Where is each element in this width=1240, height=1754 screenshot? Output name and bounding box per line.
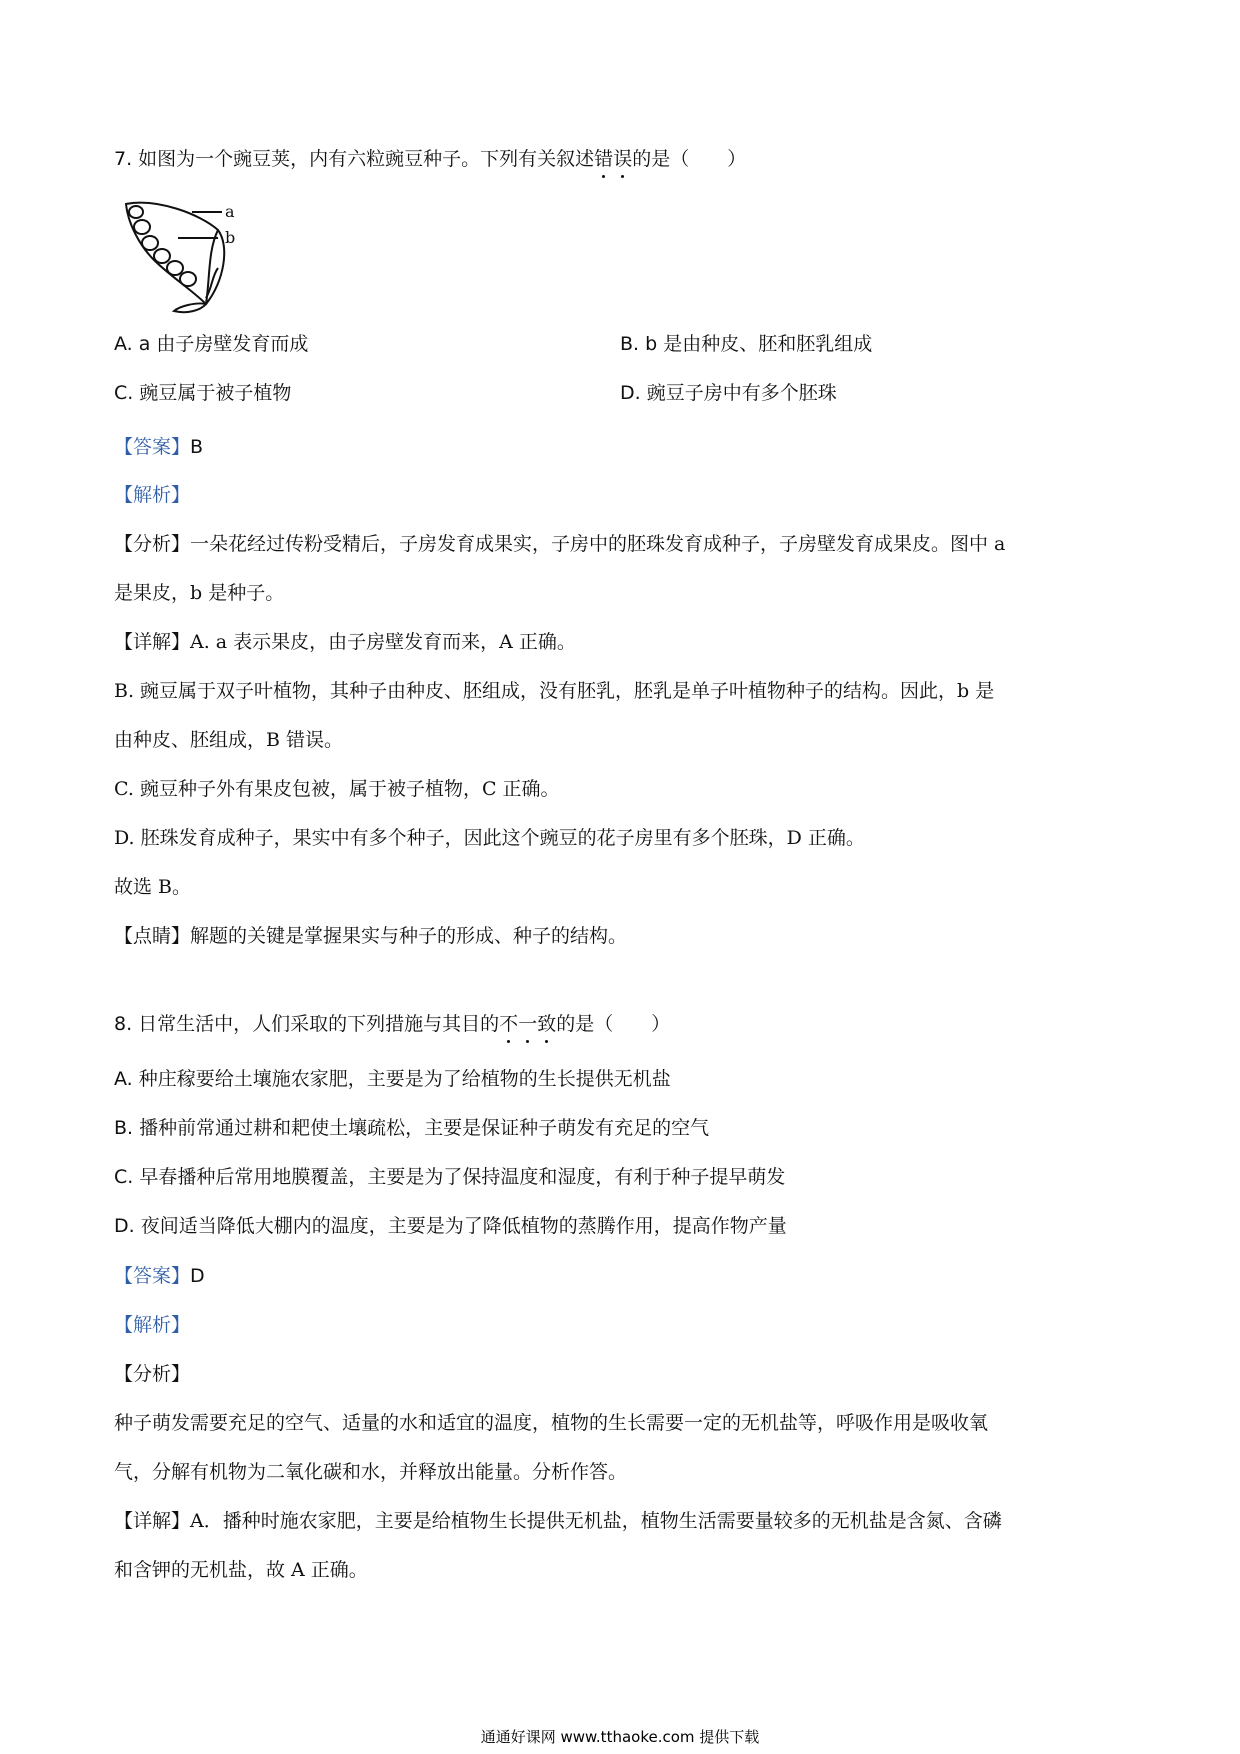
q8-choice-c: C. 早春播种后常用地膜覆盖，主要是为了保持温度和湿度，有利于种子提早萌发 (114, 1166, 786, 1188)
q7-answer (114, 434, 203, 460)
q7-fenxi-2: 是果皮，b 是种子。 (114, 582, 285, 604)
q8-fenxi-1: 种子萌发需要充足的空气、适量的水和适宜的温度，植物的生长需要一定的无机盐等，呼吸作用是吸收氧 (114, 1412, 989, 1434)
pea-pod-figure (122, 198, 257, 316)
q8-choice-b: B. 播种前常通过耕和耙使土壤疏松，主要是保证种子萌发有充足的空气 (114, 1117, 710, 1139)
q8-stem-emph-3: 致 (537, 1013, 556, 1035)
q8-stem-emph-2: 一 (518, 1013, 537, 1035)
q7-stem-prefix: 7. 如图为一个豌豆荚，内有六粒豌豆种子。下列有关叙述 (114, 148, 595, 170)
q8-detail-1: 【详解】A．播种时施农家肥，主要是给植物生长提供无机盐，植物生活需要量较多的无机盐是含氮、含磷 (114, 1510, 1002, 1532)
q7-stem-suffix: 的是（ ） (632, 148, 747, 170)
q7-stem-emph-2: 误 (613, 148, 632, 170)
q7-stem (114, 146, 746, 172)
q8-detail-2: 和含钾的无机盐，故 A 正确。 (114, 1559, 368, 1581)
q7-detail-6: 故选 B。 (114, 876, 192, 898)
q8-fenxi-2: 气，分解有机物为二氧化碳和水，并释放出能量。分析作答。 (114, 1461, 628, 1483)
q7-answer-value: B (190, 436, 204, 458)
pea-seed-5 (167, 261, 183, 275)
pea-seed-4 (154, 249, 170, 263)
q8-stem-suffix: 的是（ ） (556, 1013, 671, 1035)
q8-stem (114, 1011, 670, 1037)
q7-detail-1: 【详解】A. a 表示果皮，由子房壁发育而来，A 正确。 (114, 631, 576, 653)
figure-label-a: a (225, 202, 235, 221)
pea-seed-2 (134, 220, 150, 234)
q8-answer-tag: 【答案】 (114, 1265, 191, 1287)
q7-answer-tag: 【答案】 (114, 436, 191, 458)
q8-choice-a: A. 种庄稼要给土壤施农家肥，主要是为了给植物的生长提供无机盐 (114, 1068, 671, 1090)
pea-calyx (174, 303, 206, 312)
q7-choice-d: D. 豌豆子房中有多个胚珠 (620, 382, 837, 404)
pea-seed-1 (129, 206, 143, 218)
page-footer: 通通好课网 www.tthaoke.com 提供下载 (480, 1728, 760, 1746)
q8-analysis-tag: 【解析】 (114, 1314, 191, 1336)
q7-analysis-tag: 【解析】 (114, 484, 191, 506)
q7-fenxi-1: 【分析】一朵花经过传粉受精后，子房发育成果实，子房中的胚珠发育成种子，子房壁发育成果皮。图中 a (114, 533, 1006, 555)
figure-label-b: b (225, 228, 236, 247)
q7-stem-emph-1: 错 (594, 148, 613, 170)
pea-seed-6 (180, 272, 196, 286)
q8-answer (114, 1263, 205, 1289)
q7-dianjing: 【点睛】解题的关键是掌握果实与种子的形成、种子的结构。 (114, 925, 628, 947)
q8-stem-prefix: 8. 日常生活中，人们采取的下列措施与其目的 (114, 1013, 500, 1035)
q7-choice-b: B. b 是由种皮、胚和胚乳组成 (620, 333, 873, 355)
pea-seed-3 (142, 236, 158, 250)
q8-answer-value: D (190, 1265, 205, 1287)
q7-choice-c: C. 豌豆属于被子植物 (114, 382, 292, 404)
q8-choice-d: D. 夜间适当降低大棚内的温度，主要是为了降低植物的蒸腾作用，提高作物产量 (114, 1215, 787, 1237)
q7-choice-a: A. a 由子房壁发育而成 (114, 333, 309, 355)
q7-detail-3: 由种皮、胚组成，B 错误。 (114, 729, 344, 751)
q8-fenxi-tag: 【分析】 (114, 1363, 191, 1385)
q7-detail-5: D. 胚珠发育成种子，果实中有多个种子，因此这个豌豆的花子房里有多个胚珠，D 正确。 (114, 827, 865, 849)
q7-detail-4: C. 豌豆种子外有果皮包被，属于被子植物，C 正确。 (114, 778, 560, 800)
q7-detail-2: B. 豌豆属于双子叶植物，其种子由种皮、胚组成，没有胚乳，胚乳是单子叶植物种子的结构。因此，b 是 (114, 680, 995, 702)
q8-stem-emph-1: 不 (499, 1013, 518, 1035)
